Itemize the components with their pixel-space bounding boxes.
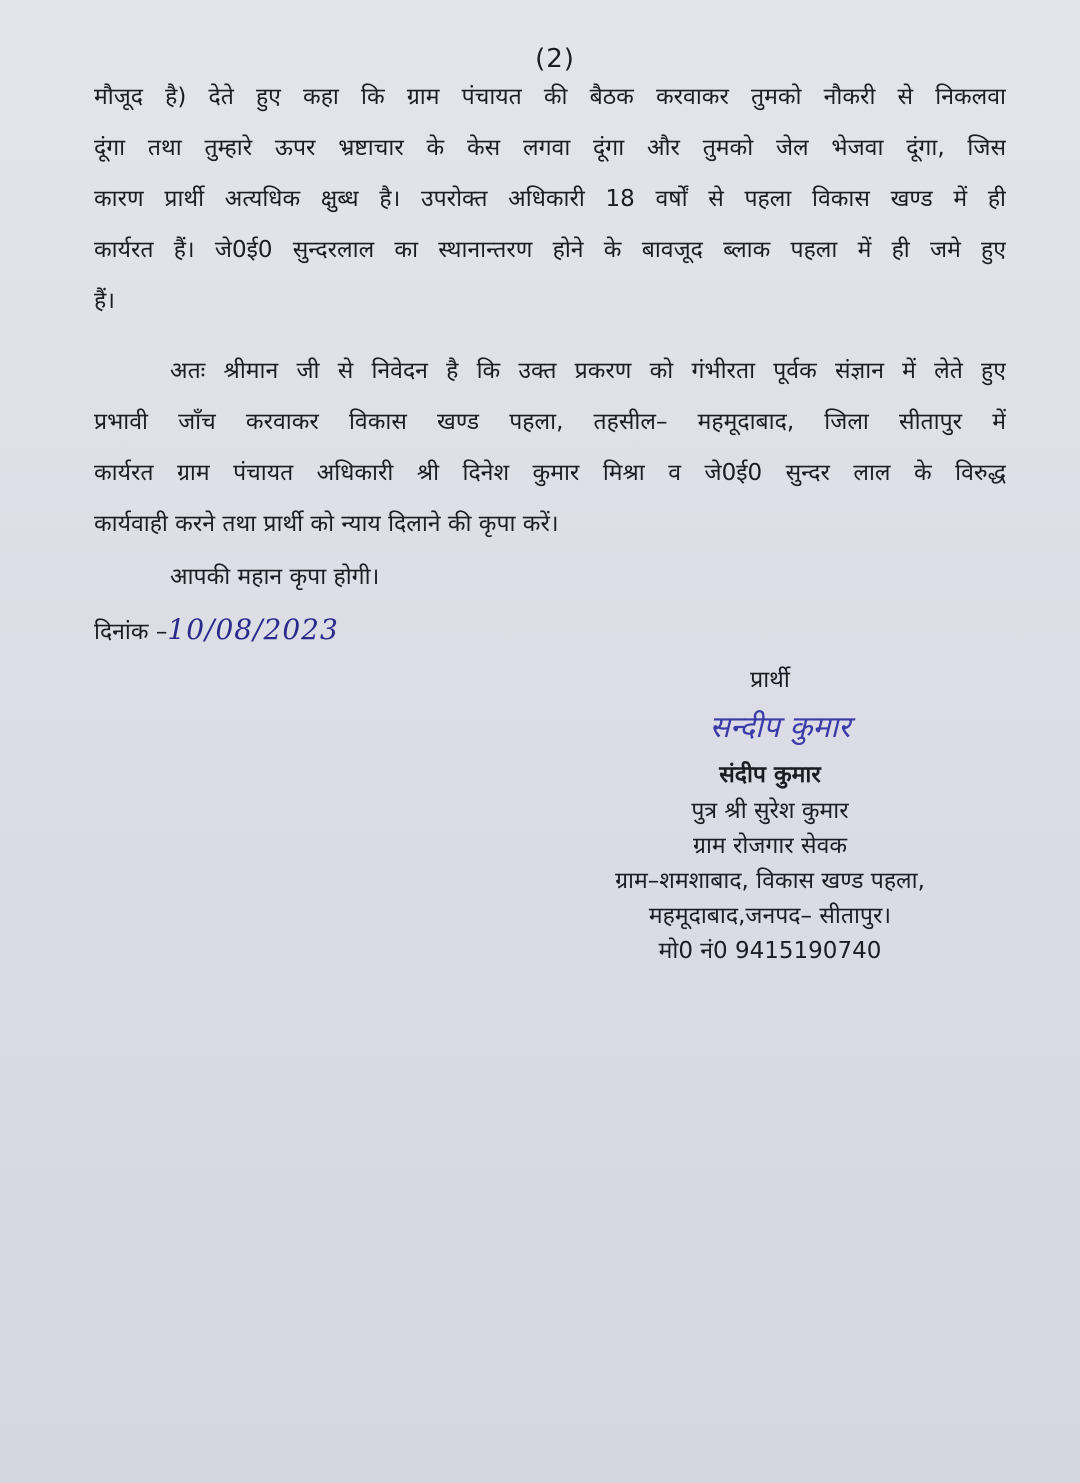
sender-line: ग्राम–शमशाबाद, विकास खण्ड पहला,: [615, 868, 925, 894]
paragraph-line: दूंगा तथा तुम्हारे ऊपर भ्रष्टाचार के केस लगवा दूंगा और तुमको जेल भेजवा दूंगा, जिस: [94, 135, 1006, 161]
date-label: दिनांक –: [94, 619, 168, 645]
paragraph-line: कार्यरत ग्राम पंचायत अधिकारी श्री दिनेश कुमार मिश्रा व जे0ई0 सुन्दर लाल के विरुद्ध: [94, 460, 1006, 486]
paragraph-line: कारण प्रार्थी अत्यधिक क्षुब्ध है। उपरोक्त अधिकारी 18 वर्षों से पहला विकास खण्ड में ही: [94, 186, 1006, 212]
paragraph-line: कार्यवाही करने तथा प्रार्थी को न्याय दिलाने की कृपा करें।: [94, 511, 559, 537]
sender-line: महमूदाबाद,जनपद– सीतापुर।: [648, 903, 892, 929]
sender-line: पुत्र श्री सुरेश कुमार: [691, 798, 849, 824]
sender-name: संदीप कुमार: [719, 762, 821, 788]
paragraph-line: हैं।: [94, 288, 115, 314]
body-paragraph-1: [94, 72, 1006, 327]
sender-phone: मो0 नं0 9415190740: [658, 938, 882, 964]
body-paragraph-2: [94, 346, 1006, 550]
date-row: [94, 604, 339, 658]
paragraph-line: अतः श्रीमान जी से निवेदन है कि उक्त प्रकरण को गंभीरता पूर्वक संज्ञान में लेते हुए: [170, 358, 1006, 384]
paragraph-line: मौजूद है) देते हुए कहा कि ग्राम पंचायत की बैठक करवाकर तुमको नौकरी से निकलवा: [94, 84, 1006, 110]
paragraph-line: कार्यरत हैं। जे0ई0 सुन्दरलाल का स्थानान्तरण होने के बावजूद ब्लाक पहला में ही जमे हुए: [94, 237, 1006, 263]
sender-line: ग्राम रोजगार सेवक: [692, 833, 848, 859]
signature-block: [560, 660, 980, 969]
date-value: 10/08/2023: [167, 613, 339, 646]
page-number: (2): [535, 44, 575, 74]
closing-line: आपकी महान कृपा होगी।: [170, 564, 380, 590]
handwritten-signature: सन्दीप कुमार: [709, 710, 851, 745]
applicant-label: प्रार्थी: [750, 667, 790, 693]
paragraph-line: प्रभावी जाँच करवाकर विकास खण्ड पहला, तहसील– महमूदाबाद, जिला सीतापुर में: [94, 409, 1006, 435]
